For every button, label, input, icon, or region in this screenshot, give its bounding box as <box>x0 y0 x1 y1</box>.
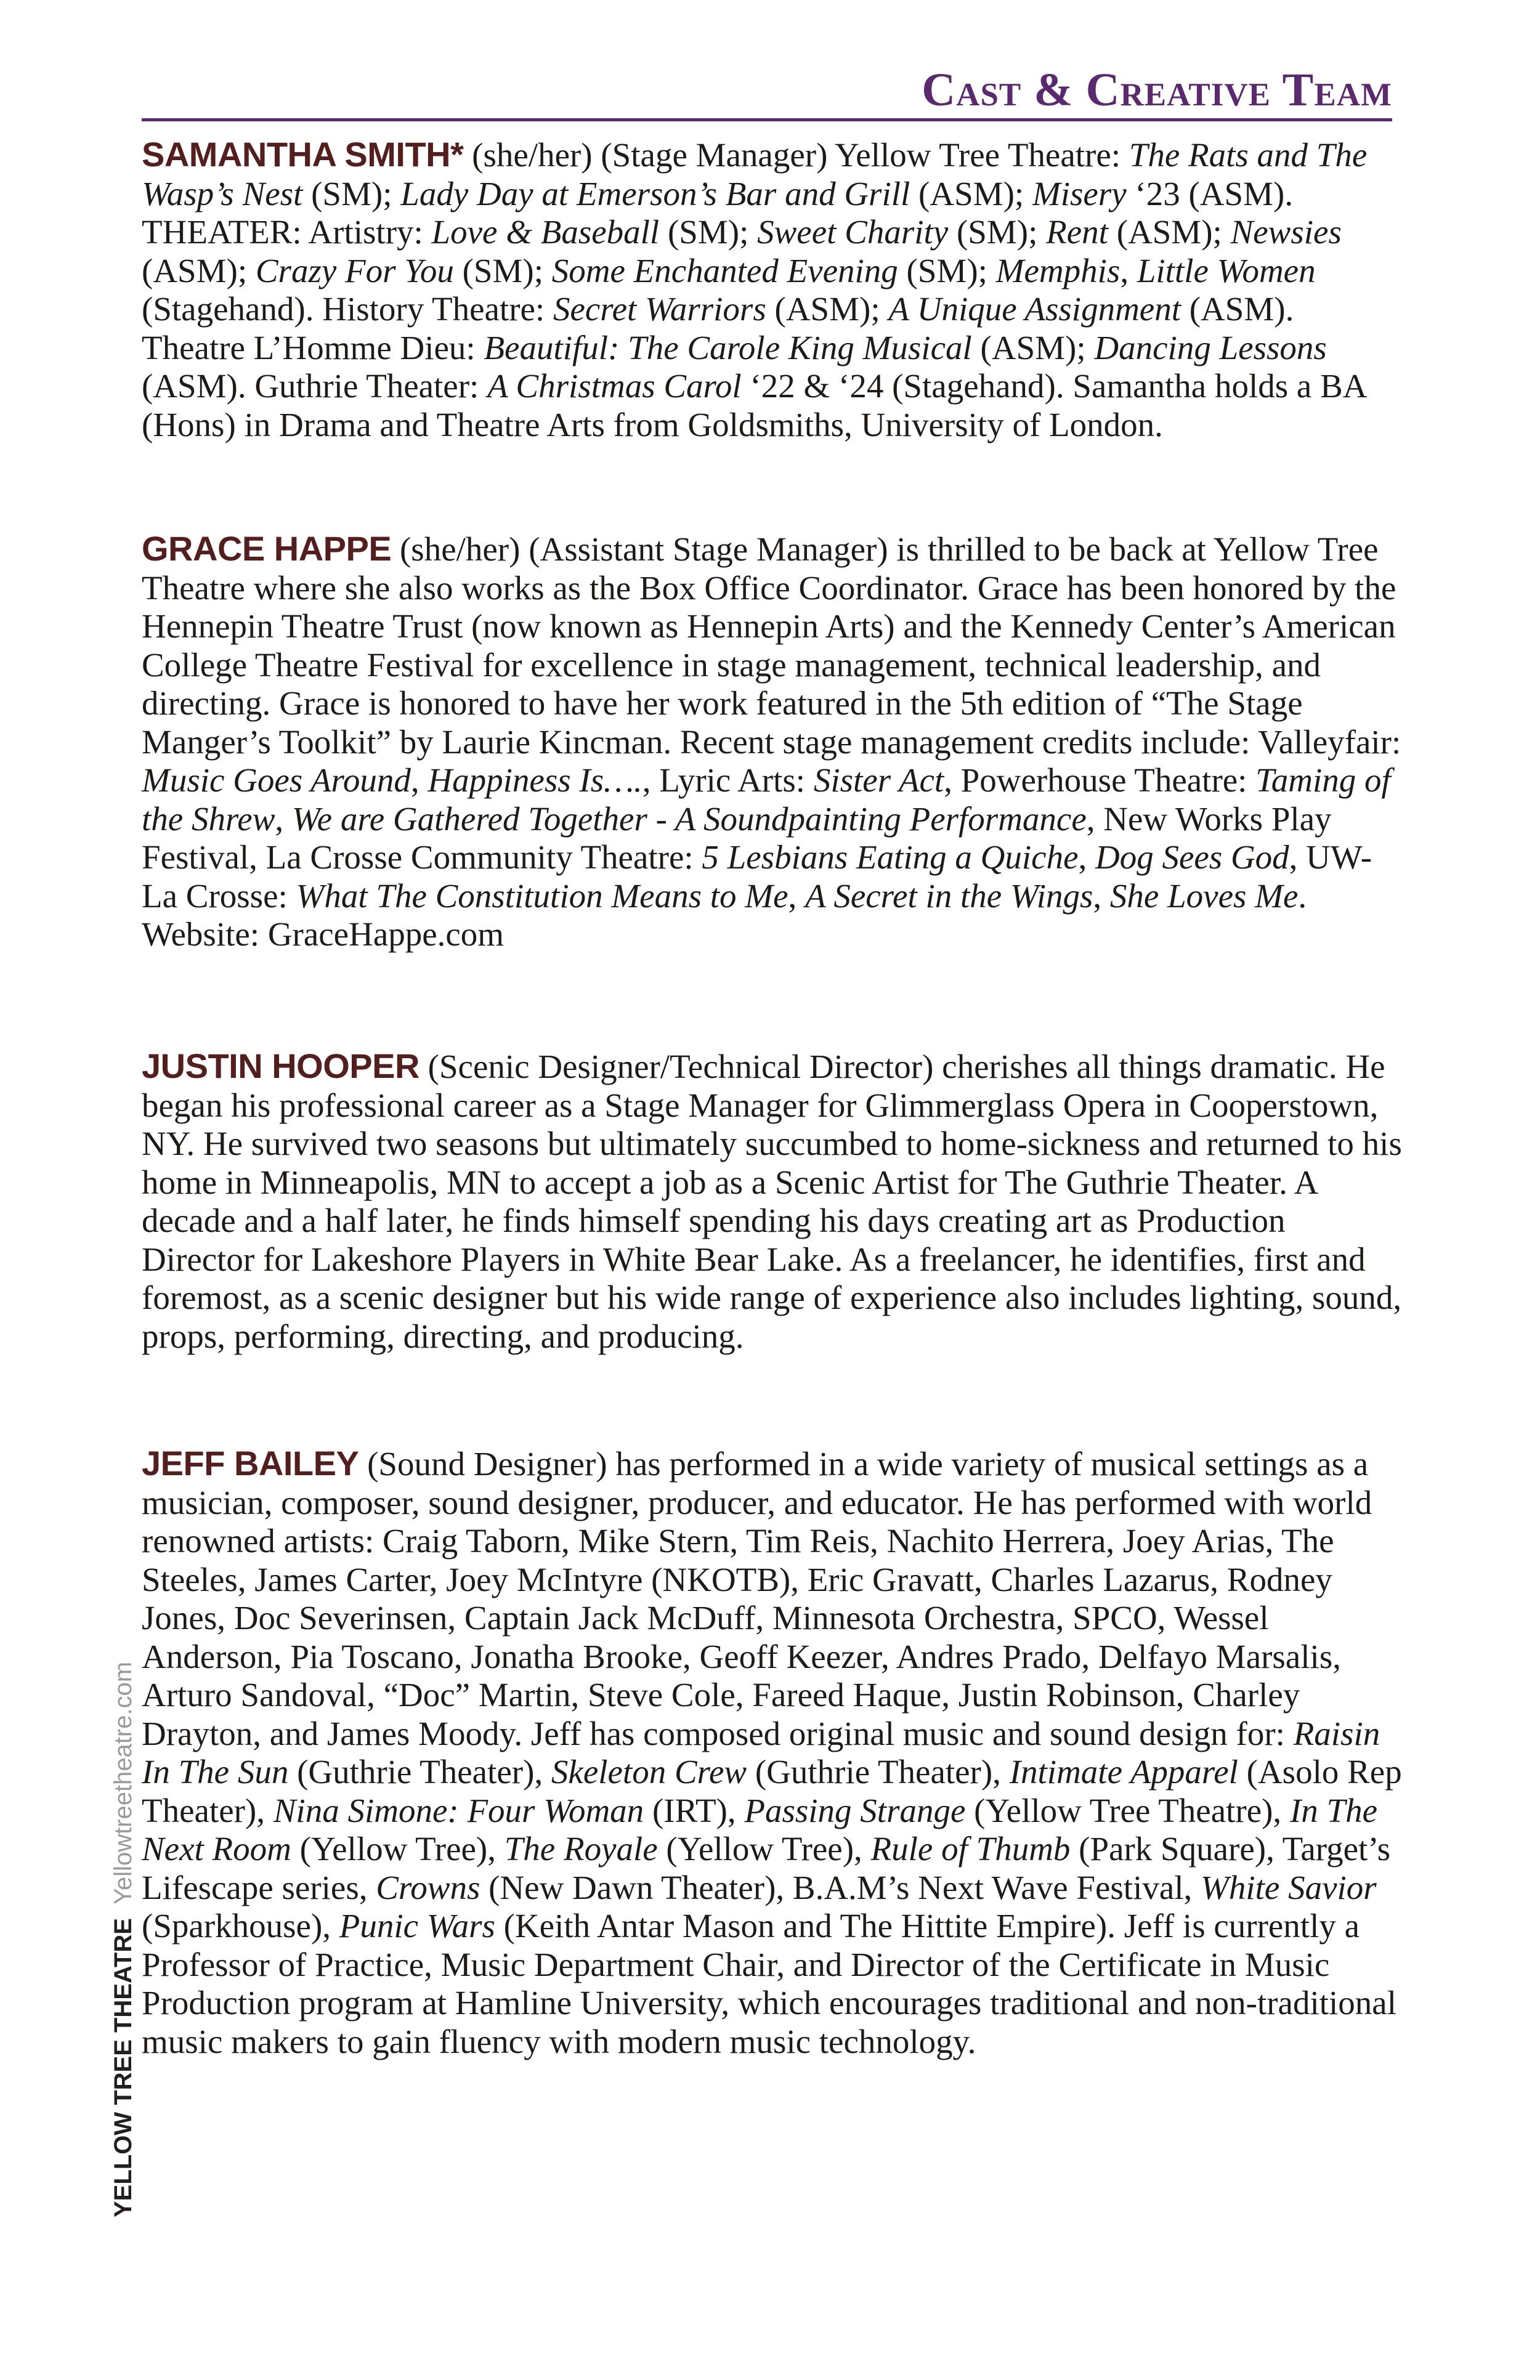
production-title: Sweet Charity <box>757 213 949 251</box>
bio-text: , <box>1078 838 1095 876</box>
production-title: Raisin In The Sun <box>142 1714 1380 1791</box>
production-title: We are Gathered Together - A Soundpainting Performance <box>291 799 1087 838</box>
production-title: Taming of the Shrew <box>142 761 1391 838</box>
production-title: The Rats and The Wasp’s Nest <box>142 136 1368 212</box>
production-title: Passing Strange <box>744 1791 966 1829</box>
production-title: Skeleton Crew <box>551 1753 747 1791</box>
bio-text: , <box>1120 251 1137 289</box>
bio-text: (ASM); <box>766 290 889 328</box>
bio-text: (SM); <box>948 213 1047 251</box>
production-title: Music Goes Around <box>142 761 411 799</box>
production-title: 5 Lesbians Eating a Quiche <box>702 838 1079 876</box>
bio-text: , <box>788 876 805 915</box>
bio-text: (ASM). Guthrie Theater: <box>142 367 488 405</box>
bio-justin-hooper <box>142 1047 1404 1356</box>
bio-text: (Park Square), Target’s Lifescape series, <box>142 1830 1390 1906</box>
bio-text: (Scenic Designer/Technical Director) cherishes all things dramatic. He began his professional career as a Stage Manager for Glimmerglass Opera in Cooperstown, NY. He survived two seasons but ultimately succumbed to home-sickness and returned to his home in Minneapolis, MN to accept a job as a Scenic Artist for The Guthrie Theater. A decade and a half later, he finds himself spending his days creating art as Production Director for Lakeshore Players in White Bear Lake. As a freelancer, he identifies, first and foremost, as a scenic designer but his wide range of experience also includes lighting, sound, props, performing, directing, and producing. <box>142 1048 1402 1355</box>
production-title: Secret Warriors <box>553 290 766 328</box>
bio-text: (Sound Designer) has performed in a wide variety of musical settings as a musician, composer, sound designer, producer, and educator. He has performed with world renowned artists: Craig Taborn, Mike Stern, Tim Reis, Nachito Herrera, Joey Arias, The Steeles, James Carter, Joey McIntyre (NKOTB), Eric Gravatt, Charles Lazarus, Rodney Jones, Doc Severinsen, Captain Jack McDuff, Minnesota Orchestra, SPCO, Wessel Anderson, Pia Toscano, Jonatha Brooke, Geoff Keezer, Andres Prado, Delfayo Marsalis, Arturo Sandoval, “Doc” Martin, Steve Cole, Fareed Haque, Justin Robinson, Charley Drayton, and James Moody. Jeff has composed original music and sound design for: <box>142 1445 1372 1752</box>
bio-text: (ASM); <box>142 251 256 289</box>
production-title: Memphis <box>995 251 1121 289</box>
bio-text: (Keith Antar Mason and The Hittite Empire). Jeff is currently a Professor of Practice, Music Department Chair, and Director of the Certificate in Music Production program at Hamline University, which encourages traditional and non-traditional music makers to gain fluency with modern music technology. <box>142 1907 1396 2060</box>
production-title: Dancing Lessons <box>1094 328 1327 366</box>
bio-text: (ASM). Theatre L’Homme Dieu: <box>142 290 1294 366</box>
production-title: The Royale <box>504 1830 658 1868</box>
production-title: What The Constitution Means to Me <box>296 876 788 915</box>
bio-text: (SM); <box>659 213 758 251</box>
bio-name: GRACE HAPPE <box>142 529 392 568</box>
bio-text: (Guthrie Theater), <box>747 1753 1010 1791</box>
production-title: Nina Simone: Four Woman <box>273 1791 644 1829</box>
website-link[interactable]: Yellowtreetheatre.com <box>110 1661 137 1905</box>
bio-text: (Yellow Tree Theatre), <box>965 1791 1290 1829</box>
production-title: Lady Day at Emerson’s Bar and Grill <box>400 174 910 212</box>
production-title: Intimate Apparel <box>1009 1753 1238 1791</box>
bio-text: (SM); <box>453 251 552 289</box>
theatre-brand: YELLOW TREE THEATRE <box>110 1918 137 2217</box>
production-title: Misery <box>1032 174 1127 212</box>
production-title: White Savior <box>1201 1868 1377 1906</box>
production-title: A Christmas Carol <box>487 367 742 405</box>
production-title: Rent <box>1046 213 1108 251</box>
bio-name: SAMANTHA SMITH* <box>142 135 464 174</box>
production-title: Sister Act <box>813 761 944 799</box>
bio-samantha-smith <box>142 136 1404 444</box>
bio-text: (Stagehand). History Theatre: <box>142 290 553 328</box>
bio-text: (IRT), <box>644 1791 745 1829</box>
production-title: Crowns <box>376 1868 480 1906</box>
bio-text: ‘23 (ASM). THEATER: Artistry: <box>142 174 1294 251</box>
bio-text: (SM); <box>898 251 996 289</box>
bio-text: , <box>410 761 428 799</box>
production-title: Punic Wars <box>339 1907 495 1945</box>
bio-text: (Yellow Tree), <box>291 1830 505 1868</box>
bio-grace-happe <box>142 530 1404 954</box>
bio-text: , <box>1093 876 1110 915</box>
bio-text: (ASM); <box>971 328 1095 366</box>
bio-text: , Lyric Arts: <box>642 761 814 799</box>
bio-text: (Sparkhouse), <box>142 1907 339 1945</box>
production-title: Dog Sees God <box>1095 838 1289 876</box>
production-title: Rule of Thumb <box>870 1830 1071 1868</box>
bio-jeff-bailey <box>142 1444 1404 2061</box>
bio-text: (she/her) (Stage Manager) Yellow Tree Theatre: <box>463 136 1129 174</box>
bio-text: (Asolo Rep Theater), <box>142 1753 1402 1829</box>
production-title: Little Women <box>1137 251 1316 289</box>
production-title: Happiness Is…. <box>428 761 642 799</box>
page-title: Cast & Creative Team <box>922 64 1392 116</box>
bio-text: (ASM); <box>910 174 1032 212</box>
bio-text: (Yellow Tree), <box>657 1830 871 1868</box>
bio-text: , <box>275 799 292 838</box>
bio-text: (New Dawn Theater), B.A.M’s Next Wave Festival, <box>480 1868 1201 1906</box>
bio-text: . Website: GraceHappe.com <box>142 876 1307 953</box>
bio-text: , UW-La Crosse: <box>142 838 1372 915</box>
production-title: Crazy For You <box>255 251 454 289</box>
production-title: A Unique Assignment <box>888 290 1181 328</box>
production-title: Newsies <box>1230 213 1342 251</box>
bio-text: (she/her) (Assistant Stage Manager) is thrilled to be back at Yellow Tree Theatre where she also works as the Box Office Coordinator. Grace has been honored by the Hennepin Theatre Trust (now known as Hennepin Arts) and the Kennedy Center’s American College Theatre Festival for excellence in stage management, technical leadership, and directing. Grace is honored to have her work featured in the 5th edition of “The Stage Manger’s Toolkit” by Laurie Kincman. Recent stage management credits include: Valleyfair: <box>142 530 1401 761</box>
bio-text: , New Works Play Festival, La Crosse Community Theatre: <box>142 799 1332 876</box>
bio-name: JUSTIN HOOPER <box>142 1046 419 1085</box>
production-title: Beautiful: The Carole King Musical <box>484 328 972 366</box>
production-title: A Secret in the Wings <box>805 876 1093 915</box>
bio-text: (ASM); <box>1108 213 1231 251</box>
production-title: In The Next Room <box>142 1791 1378 1868</box>
bio-text: , Powerhouse Theatre: <box>944 761 1256 799</box>
production-title: She Loves Me <box>1109 876 1299 915</box>
bio-text: (SM); <box>302 174 401 212</box>
production-title: Some Enchanted Evening <box>551 251 898 289</box>
production-title: Love & Baseball <box>431 213 660 251</box>
bio-text: ‘22 & ‘24 (Stagehand). Samantha holds a BA (Hons) in Drama and Theatre Arts from Goldsmiths, University of London. <box>142 367 1366 443</box>
bio-text: (Guthrie Theater), <box>288 1753 551 1791</box>
bio-name: JEFF BAILEY <box>142 1444 359 1483</box>
sidebar-footer <box>111 1662 136 2217</box>
header-divider <box>142 118 1392 121</box>
